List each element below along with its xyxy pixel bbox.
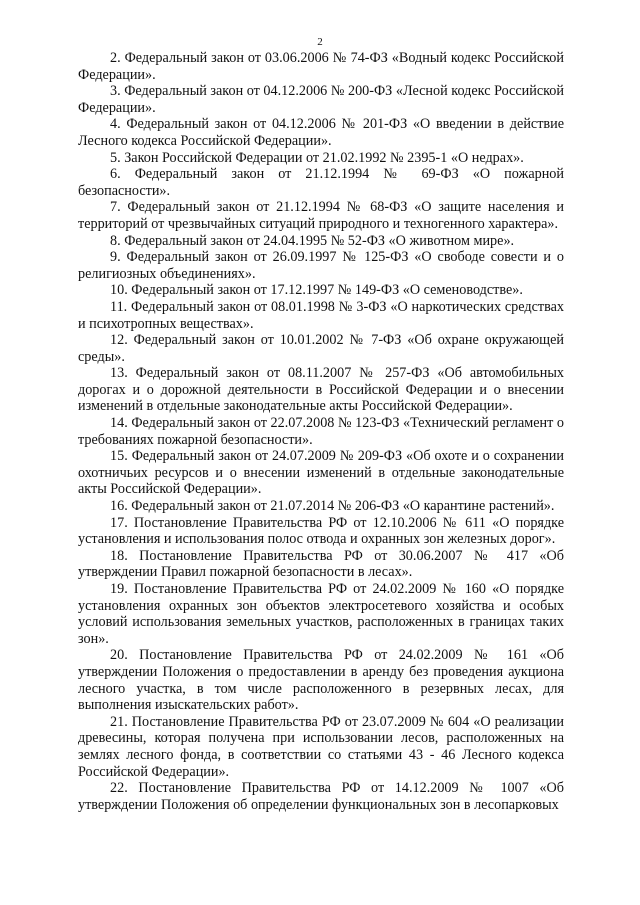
list-item: 4. Федеральный закон от 04.12.2006 № 201-ФЗ «О введении в действие Лесного кодекса Российской Федерации».	[78, 116, 564, 149]
list-item: 6. Федеральный закон от 21.12.1994 № 69-ФЗ «О пожарной безопасности».	[78, 166, 564, 199]
list-item: 2. Федеральный закон от 03.06.2006 № 74-ФЗ «Водный кодекс Российской Федерации».	[78, 50, 564, 83]
list-item: 14. Федеральный закон от 22.07.2008 № 123-ФЗ «Технический регламент о требованиях пожарной безопасности».	[78, 415, 564, 448]
page-number: 2	[317, 36, 323, 48]
list-item: 10. Федеральный закон от 17.12.1997 № 149-ФЗ «О семеноводстве».	[110, 282, 523, 299]
list-item: 8. Федеральный закон от 24.04.1995 № 52-ФЗ «О животном мире».	[110, 232, 515, 249]
list-item: 21. Постановление Правительства РФ от 23.07.2009 № 604 «О реализации древесины, которая получена при использовании лесов, расположенных на землях лесного фонда, в соответствии со статьями 43 - 46 Лесного кодекса Российской Федерации».	[78, 713, 564, 780]
list-item: 3. Федеральный закон от 04.12.2006 № 200-ФЗ «Лесной кодекс Российской Федерации».	[78, 83, 564, 116]
list-item: 17. Постановление Правительства РФ от 12.10.2006 № 611 «О порядке установления и использования полос отвода и охранных зон железных дорог».	[78, 514, 564, 548]
list-item: 18. Постановление Правительства РФ от 30.06.2007 № 417 «Об утверждении Правил пожарной безопасности в лесах».	[78, 547, 564, 581]
list-item: 16. Федеральный закон от 21.07.2014 № 206-ФЗ «О карантине растений».	[110, 498, 555, 515]
list-item: 19. Постановление Правительства РФ от 24.02.2009 № 160 «О порядке установления охранных зон объектов электросетевого хозяйства и особых условий использования земельных участков, расположенных в границах таких зон».	[78, 581, 564, 647]
list-item: 12. Федеральный закон от 10.01.2002 № 7-ФЗ «Об охране окружающей среды».	[78, 332, 564, 365]
list-item: 7. Федеральный закон от 21.12.1994 № 68-ФЗ «О защите населения и территорий от чрезвычайных ситуаций природного и техногенного характера».	[78, 199, 564, 232]
list-item: 22. Постановление Правительства РФ от 14.12.2009 № 1007 «Об утверждении Положения об определении функциональных зон в лесопарковых	[78, 780, 564, 813]
list-item: 13. Федеральный закон от 08.11.2007 № 257-ФЗ «Об автомобильных дорогах и о дорожной деятельности в Российской Федерации и о внесении изменений в отдельные законодательные акты Российской Федерации».	[78, 365, 564, 415]
list-item: 5. Закон Российской Федерации от 21.02.1992 № 2395-1 «О недрах».	[110, 149, 524, 166]
list-item: 20. Постановление Правительства РФ от 24.02.2009 № 161 «Об утверждении Положения о предоставлении в аренду без проведения аукциона лесного участка, в том числе расположенного в резервных лесах, для выполнения изыскательских работ».	[78, 647, 564, 714]
legal-acts-list	[78, 50, 564, 813]
list-item: 15. Федеральный закон от 24.07.2009 № 209-ФЗ «Об охоте и о сохранении охотничьих ресурсов и о внесении изменений в отдельные законодательные акты Российской Федерации».	[78, 448, 564, 498]
list-item: 11. Федеральный закон от 08.01.1998 № 3-ФЗ «О наркотических средствах и психотропных веществах».	[78, 298, 564, 332]
list-item: 9. Федеральный закон от 26.09.1997 № 125-ФЗ «О свободе совести и о религиозных объединениях».	[78, 249, 564, 282]
